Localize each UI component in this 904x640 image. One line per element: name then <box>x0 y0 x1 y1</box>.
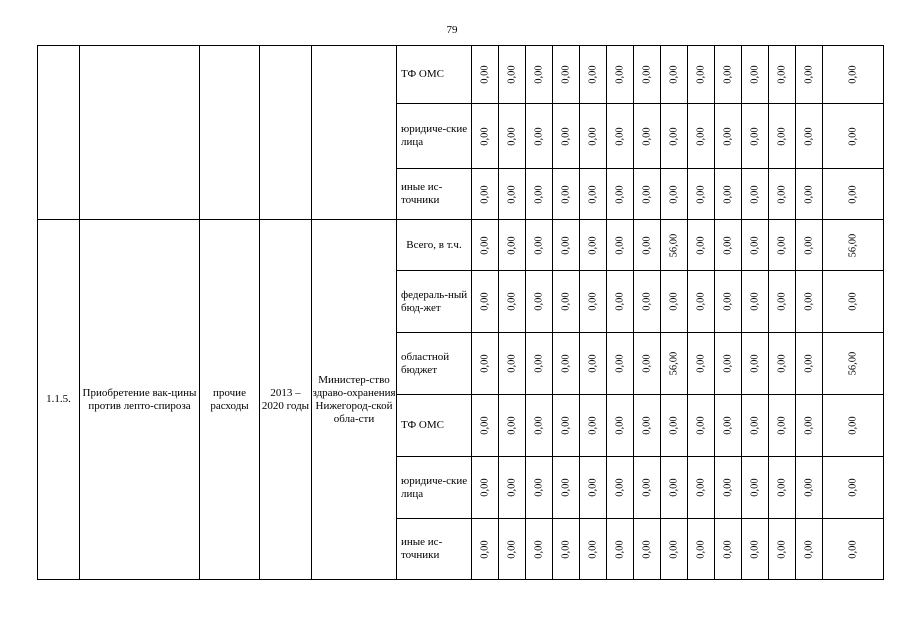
value-cell <box>769 457 796 519</box>
value-text: 0,00 <box>803 478 815 497</box>
value-cell <box>472 271 499 333</box>
value-text: 0,00 <box>749 539 761 559</box>
value-cell <box>580 220 607 271</box>
value-text: 0,00 <box>776 235 788 255</box>
value-text: 0,00 <box>722 292 734 311</box>
value-text: 0,00 <box>847 65 859 84</box>
value-text: 56,00 <box>668 351 680 376</box>
value-cell <box>769 104 796 169</box>
value-cell <box>715 104 742 169</box>
value-text: 0,00 <box>506 126 518 146</box>
value-cell <box>742 271 769 333</box>
value-cell <box>742 104 769 169</box>
value-cell <box>553 519 580 580</box>
value-cell <box>715 395 742 457</box>
value-text: 0,00 <box>560 478 572 497</box>
value-cell <box>742 333 769 395</box>
value-cell <box>607 457 634 519</box>
value-cell <box>634 46 661 104</box>
table-row <box>38 220 884 271</box>
value-text: 0,00 <box>641 126 653 146</box>
value-text: 0,00 <box>668 539 680 559</box>
value-text: 0,00 <box>506 184 518 204</box>
value-cell <box>526 104 553 169</box>
value-text: 0,00 <box>479 65 491 84</box>
value-cell <box>607 220 634 271</box>
value-text: 0,00 <box>533 235 545 255</box>
value-cell <box>607 104 634 169</box>
value-text: 0,00 <box>668 478 680 497</box>
value-text: 0,00 <box>749 235 761 255</box>
value-cell <box>634 457 661 519</box>
value-text: 0,00 <box>695 478 707 497</box>
value-cell <box>661 457 688 519</box>
value-text: 0,00 <box>641 65 653 84</box>
value-text: 0,00 <box>479 539 491 559</box>
value-text: 0,00 <box>614 292 626 311</box>
value-text: 0,00 <box>560 292 572 311</box>
value-cell <box>796 104 823 169</box>
value-text: 0,00 <box>560 126 572 146</box>
value-text: 0,00 <box>668 65 680 84</box>
value-text: 0,00 <box>479 292 491 311</box>
value-text: 0,00 <box>803 126 815 146</box>
value-cell <box>526 519 553 580</box>
value-text: 0,00 <box>803 416 815 435</box>
value-cell <box>715 169 742 220</box>
value-text: 0,00 <box>614 126 626 146</box>
value-text: 0,00 <box>776 184 788 204</box>
value-text: 56,00 <box>668 233 680 257</box>
value-text: 0,00 <box>641 354 653 373</box>
value-cell <box>688 395 715 457</box>
value-text: 0,00 <box>479 478 491 497</box>
value-cell <box>607 169 634 220</box>
value-cell <box>580 271 607 333</box>
value-text: 0,00 <box>506 292 518 311</box>
value-text: 0,00 <box>506 235 518 255</box>
value-cell <box>472 333 499 395</box>
source-cell: областной бюджет <box>397 333 472 395</box>
value-text: 0,00 <box>803 235 815 255</box>
value-text: 0,00 <box>722 354 734 373</box>
value-cell <box>823 169 884 220</box>
value-text: 0,00 <box>803 184 815 204</box>
value-cell <box>553 104 580 169</box>
value-text: 0,00 <box>614 354 626 373</box>
value-cell <box>796 46 823 104</box>
value-text: 0,00 <box>587 354 599 373</box>
value-cell <box>607 395 634 457</box>
value-cell <box>742 395 769 457</box>
value-text: 0,00 <box>803 539 815 559</box>
value-text: 0,00 <box>587 292 599 311</box>
source-cell: юридиче-ские лица <box>397 457 472 519</box>
expense-type-cell <box>200 46 260 220</box>
value-cell <box>607 519 634 580</box>
value-text: 0,00 <box>560 416 572 435</box>
value-cell <box>580 333 607 395</box>
value-cell <box>526 457 553 519</box>
value-text: 0,00 <box>749 292 761 311</box>
value-cell <box>823 519 884 580</box>
value-cell <box>553 46 580 104</box>
value-text: 0,00 <box>641 235 653 255</box>
value-cell <box>769 395 796 457</box>
value-cell <box>769 169 796 220</box>
value-text: 0,00 <box>722 65 734 84</box>
value-cell <box>823 220 884 271</box>
value-text: 0,00 <box>506 65 518 84</box>
name-cell <box>80 46 200 220</box>
value-cell <box>499 169 526 220</box>
value-cell <box>553 169 580 220</box>
value-text: 0,00 <box>587 184 599 204</box>
source-cell: юридиче-ские лица <box>397 104 472 169</box>
value-text: 56,00 <box>847 351 859 376</box>
value-cell <box>634 333 661 395</box>
value-text: 0,00 <box>776 292 788 311</box>
value-text: 0,00 <box>847 126 859 146</box>
value-cell <box>526 333 553 395</box>
value-cell <box>472 169 499 220</box>
value-text: 0,00 <box>533 354 545 373</box>
value-text: 0,00 <box>479 235 491 255</box>
value-cell <box>715 46 742 104</box>
value-cell <box>499 395 526 457</box>
value-cell <box>580 46 607 104</box>
value-text: 0,00 <box>668 416 680 435</box>
value-cell <box>499 519 526 580</box>
value-cell <box>607 333 634 395</box>
value-cell <box>607 271 634 333</box>
value-cell <box>661 519 688 580</box>
source-cell: иные ис-точники <box>397 519 472 580</box>
value-text: 0,00 <box>560 235 572 255</box>
value-text: 0,00 <box>614 65 626 84</box>
value-text: 0,00 <box>668 126 680 146</box>
value-text: 0,00 <box>506 354 518 373</box>
number-cell <box>38 46 80 220</box>
value-text: 0,00 <box>695 184 707 204</box>
value-text: 0,00 <box>479 184 491 204</box>
value-text: 0,00 <box>533 184 545 204</box>
value-text: 0,00 <box>533 292 545 311</box>
value-cell <box>796 169 823 220</box>
source-cell: федераль-ный бюд-жет <box>397 271 472 333</box>
page-number: 79 <box>446 24 458 36</box>
value-text: 0,00 <box>722 235 734 255</box>
value-text: 0,00 <box>847 416 859 435</box>
value-cell <box>526 271 553 333</box>
value-cell <box>769 46 796 104</box>
value-text: 0,00 <box>587 416 599 435</box>
value-text: 0,00 <box>749 416 761 435</box>
value-text: 0,00 <box>533 416 545 435</box>
value-text: 0,00 <box>695 65 707 84</box>
value-text: 0,00 <box>695 354 707 373</box>
value-text: 0,00 <box>587 126 599 146</box>
value-text: 0,00 <box>587 65 599 84</box>
value-cell <box>688 519 715 580</box>
value-cell <box>526 169 553 220</box>
value-cell <box>553 271 580 333</box>
value-text: 0,00 <box>803 65 815 84</box>
value-cell <box>742 220 769 271</box>
value-cell <box>553 333 580 395</box>
value-cell <box>796 220 823 271</box>
value-text: 0,00 <box>641 416 653 435</box>
value-cell <box>769 519 796 580</box>
value-text: 0,00 <box>560 539 572 559</box>
value-text: 0,00 <box>587 539 599 559</box>
value-text: 0,00 <box>722 126 734 146</box>
value-cell <box>499 46 526 104</box>
value-cell <box>472 220 499 271</box>
value-text: 0,00 <box>641 539 653 559</box>
period-cell <box>260 46 312 220</box>
value-text: 0,00 <box>641 292 653 311</box>
value-cell <box>580 519 607 580</box>
value-text: 0,00 <box>776 539 788 559</box>
value-cell <box>715 333 742 395</box>
value-cell <box>661 271 688 333</box>
value-text: 0,00 <box>722 184 734 204</box>
value-text: 0,00 <box>776 65 788 84</box>
value-text: 0,00 <box>749 126 761 146</box>
source-cell: Всего, в т.ч. <box>397 220 472 271</box>
value-text: 0,00 <box>560 354 572 373</box>
value-cell <box>499 220 526 271</box>
value-cell <box>823 46 884 104</box>
value-text: 0,00 <box>803 292 815 311</box>
value-cell <box>580 169 607 220</box>
value-cell <box>526 46 553 104</box>
value-cell <box>553 220 580 271</box>
value-text: 0,00 <box>533 539 545 559</box>
value-cell <box>661 220 688 271</box>
value-text: 0,00 <box>776 478 788 497</box>
value-cell <box>688 46 715 104</box>
value-cell <box>634 519 661 580</box>
value-text: 0,00 <box>695 539 707 559</box>
value-text: 0,00 <box>749 478 761 497</box>
value-text: 0,00 <box>614 478 626 497</box>
value-cell <box>661 169 688 220</box>
value-cell <box>499 457 526 519</box>
value-cell <box>607 46 634 104</box>
source-cell: иные ис-точники <box>397 169 472 220</box>
value-cell <box>823 271 884 333</box>
value-cell <box>715 271 742 333</box>
value-text: 0,00 <box>776 354 788 373</box>
value-text: 0,00 <box>847 539 859 559</box>
value-text: 0,00 <box>847 184 859 204</box>
value-cell <box>742 46 769 104</box>
value-text: 0,00 <box>695 416 707 435</box>
value-cell <box>823 457 884 519</box>
source-cell: ТФ ОМС <box>397 46 472 104</box>
value-text: 0,00 <box>560 65 572 84</box>
value-cell <box>499 333 526 395</box>
value-cell <box>634 169 661 220</box>
value-cell <box>661 395 688 457</box>
value-text: 0,00 <box>614 235 626 255</box>
value-text: 0,00 <box>506 478 518 497</box>
value-cell <box>553 457 580 519</box>
value-text: 56,00 <box>847 233 859 257</box>
value-text: 0,00 <box>803 354 815 373</box>
value-text: 0,00 <box>533 65 545 84</box>
value-text: 0,00 <box>479 416 491 435</box>
item-number-cell: 1.1.5. <box>38 220 80 580</box>
executor-cell: Министер-ство здраво-охранения Нижегород-ской обла-сти <box>312 220 397 580</box>
source-cell: ТФ ОМС <box>397 395 472 457</box>
value-text: 0,00 <box>533 126 545 146</box>
value-cell <box>796 333 823 395</box>
value-cell <box>688 333 715 395</box>
value-cell <box>688 169 715 220</box>
value-cell <box>634 271 661 333</box>
value-cell <box>472 46 499 104</box>
value-text: 0,00 <box>587 478 599 497</box>
value-cell <box>688 457 715 519</box>
value-cell <box>472 395 499 457</box>
value-text: 0,00 <box>668 292 680 311</box>
value-cell <box>472 457 499 519</box>
value-text: 0,00 <box>479 126 491 146</box>
value-cell <box>796 271 823 333</box>
value-cell <box>715 519 742 580</box>
value-text: 0,00 <box>614 416 626 435</box>
value-cell <box>688 271 715 333</box>
value-text: 0,00 <box>479 354 491 373</box>
value-cell <box>769 271 796 333</box>
value-text: 0,00 <box>506 539 518 559</box>
value-text: 0,00 <box>749 354 761 373</box>
value-cell <box>769 333 796 395</box>
value-text: 0,00 <box>695 292 707 311</box>
value-cell <box>580 457 607 519</box>
value-cell <box>661 46 688 104</box>
value-cell <box>472 519 499 580</box>
value-cell <box>769 220 796 271</box>
value-cell <box>796 395 823 457</box>
value-cell <box>715 220 742 271</box>
value-text: 0,00 <box>641 478 653 497</box>
value-cell <box>742 519 769 580</box>
value-cell <box>796 457 823 519</box>
value-cell <box>634 395 661 457</box>
value-text: 0,00 <box>641 184 653 204</box>
value-cell <box>661 104 688 169</box>
value-text: 0,00 <box>506 416 518 435</box>
value-cell <box>796 519 823 580</box>
value-cell <box>823 333 884 395</box>
value-text: 0,00 <box>587 235 599 255</box>
value-cell <box>823 395 884 457</box>
table-row <box>38 46 884 104</box>
value-cell <box>715 457 742 519</box>
value-cell <box>823 104 884 169</box>
value-text: 0,00 <box>749 65 761 84</box>
value-text: 0,00 <box>614 184 626 204</box>
value-text: 0,00 <box>722 478 734 497</box>
value-text: 0,00 <box>533 478 545 497</box>
value-cell <box>526 220 553 271</box>
value-text: 0,00 <box>722 539 734 559</box>
item-name-cell: Приобретение вак-цины против лепто-спироза <box>80 220 200 580</box>
value-cell <box>742 169 769 220</box>
expense-type-cell: прочие расходы <box>200 220 260 580</box>
value-text: 0,00 <box>847 292 859 311</box>
value-cell <box>526 395 553 457</box>
value-cell <box>499 104 526 169</box>
value-text: 0,00 <box>695 126 707 146</box>
value-cell <box>742 457 769 519</box>
executor-cell <box>312 46 397 220</box>
value-text: 0,00 <box>776 416 788 435</box>
value-cell <box>634 220 661 271</box>
value-cell <box>580 104 607 169</box>
budget-table <box>37 45 884 580</box>
value-cell <box>634 104 661 169</box>
value-text: 0,00 <box>695 235 707 255</box>
value-text: 0,00 <box>668 184 680 204</box>
value-text: 0,00 <box>847 478 859 497</box>
value-text: 0,00 <box>776 126 788 146</box>
value-text: 0,00 <box>749 184 761 204</box>
period-cell: 2013 – 2020 годы <box>260 220 312 580</box>
value-cell <box>688 220 715 271</box>
value-cell <box>661 333 688 395</box>
value-cell <box>688 104 715 169</box>
value-text: 0,00 <box>560 184 572 204</box>
value-cell <box>553 395 580 457</box>
value-cell <box>499 271 526 333</box>
value-cell <box>580 395 607 457</box>
value-cell <box>472 104 499 169</box>
value-text: 0,00 <box>722 416 734 435</box>
value-text: 0,00 <box>614 539 626 559</box>
